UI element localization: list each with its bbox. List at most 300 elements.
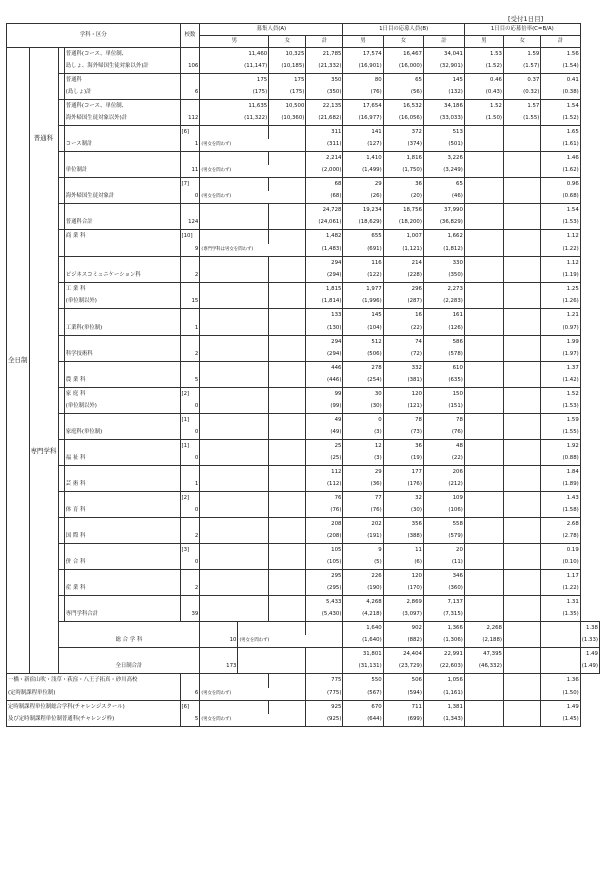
row-label-sub: 全日制合計: [115, 663, 143, 670]
row-label-line1: [64, 100, 180, 113]
recruit-total: 1,815: [306, 283, 343, 296]
ratio-female-paren: [503, 531, 540, 544]
ratio-female: [503, 518, 540, 531]
school-bracket: [180, 48, 200, 61]
applicants-male: 141: [343, 126, 383, 139]
recruit-female: 175: [269, 74, 306, 87]
school-bracket: [180, 204, 200, 217]
row-label-line1: [64, 178, 180, 191]
ratio-female-paren: [503, 427, 540, 440]
applicants-male: 278: [343, 362, 383, 375]
recruit-total-paren: (21,682): [306, 113, 343, 126]
recruit-total: 311: [306, 126, 343, 139]
applicants-total: 2,268: [464, 622, 503, 635]
row-label-line1: [64, 388, 180, 401]
applicants-total-paren: (501): [423, 139, 464, 152]
school-bracket: [180, 336, 200, 349]
school-count: 2: [180, 270, 200, 283]
applicants-total-paren: (132): [423, 87, 464, 100]
ratio-male: [464, 309, 503, 323]
recruit-male-paren: (175): [200, 87, 269, 100]
row-label-line2: [64, 323, 180, 336]
applicants-total: 78: [423, 414, 464, 427]
row-label-sub: 海外帰国生徒対象計: [65, 193, 115, 200]
ratio-female-paren: [503, 714, 540, 727]
recruit-total-paren: (25): [306, 453, 343, 466]
applicants-total-paren: (212): [423, 479, 464, 492]
ratio-total-paren: (1.42): [541, 375, 580, 388]
recruit-female: [269, 283, 306, 296]
recruit-male-paren: [200, 531, 269, 544]
row-label-line2: [64, 375, 180, 388]
applicants-male: 12: [343, 440, 383, 453]
recruit-total: 775: [306, 674, 343, 688]
applicants-male-paren: (76): [343, 87, 383, 100]
recruit-total-paren: (775): [306, 688, 343, 701]
recruit-male-paren: [200, 349, 269, 362]
applicants-male: 670: [343, 701, 383, 714]
applicants-male: 29: [343, 178, 383, 191]
ratio-male: [464, 518, 503, 531]
applicants-total-paren: (3,249): [423, 165, 464, 178]
ratio-male: [464, 440, 503, 453]
recruit-female-paren: [269, 427, 306, 440]
applicants-total-paren: (33,033): [423, 113, 464, 126]
recruit-total-paren: (294): [306, 349, 343, 362]
recruit-female-paren: [269, 609, 306, 622]
applicants-total: 7,137: [423, 596, 464, 609]
applicants-female-paren: (121): [383, 401, 423, 414]
recruit-total: 22,135: [306, 100, 343, 113]
ratio-female-paren: [503, 453, 540, 466]
ratio-female: [503, 674, 540, 688]
school-bracket: [180, 518, 200, 531]
school-bracket: [180, 362, 200, 375]
applicants-male: 550: [343, 674, 383, 688]
header-category: 学科・区分: [7, 24, 181, 48]
row-label-line1: [64, 204, 180, 217]
applicants-total: 1,662: [423, 230, 464, 244]
applicants-female-paren: (381): [383, 375, 423, 388]
applicants-total: 558: [423, 518, 464, 531]
recruit-total-paren: (76): [306, 505, 343, 518]
school-bracket: [180, 74, 200, 87]
ratio-female-paren: [503, 217, 540, 230]
table-row: [7, 204, 600, 217]
school-count: 0: [180, 191, 200, 204]
applicants-female: 16: [383, 309, 423, 323]
row-label-line1: [64, 48, 180, 61]
applicants-female: 2,869: [383, 596, 423, 609]
recruit-total-paren: (925): [306, 714, 343, 727]
applicants-female-paren: (56): [383, 87, 423, 100]
row-label-sub: 国 際 科: [65, 533, 86, 540]
applicants-female-paren: (170): [383, 583, 423, 596]
row-label-line2: [7, 688, 181, 701]
recruit-male-paren: [200, 375, 269, 388]
recruit-male: [200, 178, 269, 191]
ratio-total: 1.38: [580, 622, 599, 635]
row-label-line1: [64, 257, 180, 270]
school-bracket: [7]: [180, 178, 200, 191]
ratio-male-paren: [464, 244, 503, 257]
row-label-line2: [64, 531, 180, 544]
ratio-male: [464, 492, 503, 505]
row-label-line1: [64, 152, 180, 165]
recruit-female: [269, 466, 306, 479]
recruit-male-paren: [200, 217, 269, 230]
ratio-female-paren: [503, 165, 540, 178]
school-count: 6: [180, 87, 200, 100]
row-label-line1: [64, 570, 180, 583]
school-bracket: [180, 100, 200, 113]
ratio-male-paren: [464, 688, 503, 701]
recruit-male: [200, 283, 269, 296]
ratio-total-paren: (1.35): [541, 609, 580, 622]
school-bracket: [180, 596, 200, 609]
applicants-total: 34,041: [423, 48, 464, 61]
ratio-total-paren: (2.78): [541, 531, 580, 544]
table-row-paren: [7, 661, 600, 674]
ratio-total-paren: (0.97): [541, 323, 580, 336]
row-label-sub: 芸 術 科: [65, 481, 86, 488]
ratio-male-paren: [464, 583, 503, 596]
ratio-total: 0.41: [541, 74, 580, 87]
recruit-female-paren: (175): [269, 87, 306, 100]
ratio-female: [503, 492, 540, 505]
applicants-female-paren: (22,603): [423, 661, 464, 674]
row-label-line1: [64, 126, 180, 139]
recruit-female: [269, 414, 306, 427]
ratio-total-paren: (1.22): [541, 583, 580, 596]
ratio-male: [464, 466, 503, 479]
applicants-male: 24,404: [383, 648, 423, 661]
recruit-female: [269, 257, 306, 270]
recruit-male: 11,635: [200, 100, 269, 113]
applicants-male-paren: (3): [343, 427, 383, 440]
ratio-male-paren: [464, 139, 503, 152]
row-label-line1: [7, 701, 181, 714]
row-label-line1: [64, 283, 180, 296]
applicants-female-paren: (287): [383, 296, 423, 309]
ratio-total: 2.68: [541, 518, 580, 531]
ratio-female-paren: [503, 296, 540, 309]
ratio-total: 1.43: [541, 492, 580, 505]
ratio-total-paren: (1.97): [541, 349, 580, 362]
recruit-female: [269, 178, 306, 191]
row-label-sub: 科学技術科: [65, 351, 93, 358]
applicants-total-paren: (1,161): [423, 688, 464, 701]
row-label-line2: [64, 244, 180, 257]
recruit-male-paren: [200, 296, 269, 309]
table-row-paren: [7, 113, 600, 126]
applicants-female-paren: (228): [383, 270, 423, 283]
row-label-sub: 単位制計: [65, 167, 88, 174]
applicants-total: 47,395: [464, 648, 503, 661]
ratio-male: [464, 152, 503, 165]
table-row: [7, 309, 600, 323]
applicants-male: 655: [343, 230, 383, 244]
row-label-line1: [64, 362, 180, 375]
ratio-male-paren: [464, 531, 503, 544]
recruit-female: [269, 701, 306, 714]
row-label-main: 定時制課程単位制総合学科(チャレンジスクール): [8, 703, 125, 710]
recruit-male: [238, 622, 306, 635]
ratio-male-paren: (1.52): [464, 61, 503, 74]
ratio-total-paren: (1.33): [580, 635, 599, 648]
recruit-total-paren: (49): [306, 427, 343, 440]
ratio-male-paren: (1.50): [464, 113, 503, 126]
ratio-total: 1.65: [541, 126, 580, 139]
table-row-paren: [7, 296, 600, 309]
recruit-total: 24,728: [306, 204, 343, 217]
recruit-male: [200, 492, 269, 505]
applicants-female: 120: [383, 388, 423, 401]
applicants-female-paren: (72): [383, 349, 423, 362]
school-count: 11: [180, 165, 200, 178]
row-label-sub: 併 合 科: [65, 559, 86, 566]
applicants-male-paren: (691): [343, 244, 383, 257]
table-row: [7, 570, 600, 583]
table-row-paren: [7, 191, 600, 204]
applicants-total: 3,226: [423, 152, 464, 165]
date-label: [受付1日目]: [508, 15, 544, 23]
recruit-total-paren: (112): [306, 479, 343, 492]
ratio-female-paren: (0.32): [503, 87, 540, 100]
table-row-paren: [7, 401, 600, 414]
applicants-female: 32: [383, 492, 423, 505]
applicants-female-paren: (1,121): [383, 244, 423, 257]
row-label-line2: [64, 217, 180, 230]
ratio-male-paren: [503, 661, 540, 674]
ratio-male: 0.46: [464, 74, 503, 87]
school-bracket: [180, 257, 200, 270]
applicants-male-paren: (16,977): [343, 113, 383, 126]
recruit-male-paren: [200, 505, 269, 518]
table-row: [7, 48, 600, 61]
ratio-total-paren: (0.10): [541, 557, 580, 570]
row-label-sub: 島しょ、海外帰国生徒対象以外)計: [65, 63, 149, 70]
recruit-female: [269, 204, 306, 217]
ratio-female-paren: (1.55): [503, 113, 540, 126]
school-count: 0: [180, 427, 200, 440]
row-label-sub: (定時制課程単位制): [8, 690, 56, 697]
applicants-male-paren: (23,729): [383, 661, 423, 674]
ratio-total: 1.25: [541, 283, 580, 296]
recruit-total: 99: [306, 388, 343, 401]
vertical-label-zennichi: 全日制: [7, 48, 30, 674]
applicants-female-paren: (699): [383, 714, 423, 727]
ratio-female: 1.57: [503, 100, 540, 113]
recruit-total-paren: (68): [306, 191, 343, 204]
recruit-total: 105: [306, 544, 343, 557]
applicants-female-paren: (6): [383, 557, 423, 570]
recruit-total-paren: (295): [306, 583, 343, 596]
row-label-main: 普通科: [65, 76, 82, 83]
recruit-note: (男女を問わず): [200, 688, 306, 701]
school-count: 2: [180, 531, 200, 544]
school-count: 15: [180, 296, 200, 309]
applicants-total-paren: (151): [423, 401, 464, 414]
applicants-female: 18,756: [383, 204, 423, 217]
recruit-total: 446: [306, 362, 343, 375]
ratio-male: 1.52: [464, 100, 503, 113]
recruit-total-paren: (1,640): [343, 635, 383, 648]
ratio-male: 1.53: [464, 48, 503, 61]
applicants-total: 161: [423, 309, 464, 323]
ratio-total: 1.17: [541, 570, 580, 583]
ratio-female: [503, 283, 540, 296]
applicants-male-paren: (5): [343, 557, 383, 570]
applicants-total: 346: [423, 570, 464, 583]
recruit-male: [200, 362, 269, 375]
recruit-female-paren: [306, 661, 343, 674]
recruit-total-paren: (24,061): [306, 217, 343, 230]
ratio-total-paren: (1.45): [541, 714, 580, 727]
recruit-female: [269, 492, 306, 505]
ratio-female: [503, 362, 540, 375]
table-row-paren: [7, 217, 600, 230]
ratio-female: [503, 204, 540, 217]
row-label-line2: [64, 583, 180, 596]
recruit-total-paren: (31,131): [343, 661, 383, 674]
row-label-line1: [7, 674, 181, 688]
ratio-female: [503, 257, 540, 270]
school-count: 124: [180, 217, 200, 230]
applicants-male-paren: (3): [343, 453, 383, 466]
table-row: [7, 674, 600, 688]
header-schools: 校数: [180, 24, 200, 48]
recruit-male-paren: [200, 401, 269, 414]
recruit-male: [200, 518, 269, 531]
ratio-male-paren: [464, 609, 503, 622]
applicants-male: 4,268: [343, 596, 383, 609]
ratio-male-paren: [464, 401, 503, 414]
ratio-total: 1.31: [541, 596, 580, 609]
ratio-male-paren: [464, 217, 503, 230]
table-row: [7, 648, 600, 661]
recruit-total: 31,801: [343, 648, 383, 661]
table-row: [7, 440, 600, 453]
ratio-male: [464, 674, 503, 688]
applicants-female-paren: (176): [383, 479, 423, 492]
recruit-male: [200, 336, 269, 349]
table-row-paren: [7, 270, 600, 283]
ratio-male: [503, 622, 540, 635]
ratio-female-paren: [503, 479, 540, 492]
school-bracket: [180, 466, 200, 479]
recruit-male: [200, 126, 269, 139]
row-label-main: 普通科(コース、単位制、: [65, 50, 128, 57]
recruit-female: [269, 674, 306, 688]
ratio-female-paren: [503, 349, 540, 362]
recruit-female: [269, 309, 306, 323]
table-row: [7, 518, 600, 531]
recruit-note: (男女を問わず): [238, 635, 343, 648]
recruit-total: 294: [306, 257, 343, 270]
row-label-main: 家 庭 科: [65, 390, 86, 397]
recruit-male: [200, 570, 269, 583]
header-recruit: 募集人員(A): [200, 24, 343, 36]
ratio-total-paren: (1.26): [541, 296, 580, 309]
applicants-female: 356: [383, 518, 423, 531]
header-female: 女: [383, 36, 423, 48]
school-count: 5: [180, 714, 200, 727]
table-row-paren: [7, 427, 600, 440]
recruit-male: [238, 648, 306, 661]
school-count: 10: [200, 635, 238, 648]
ratio-female: [503, 178, 540, 191]
recruit-total: 294: [306, 336, 343, 349]
row-label-sub: 家庭科(単位制): [65, 429, 103, 436]
table-row-paren: [7, 714, 600, 727]
ratio-female-paren: [503, 688, 540, 701]
recruit-total: 133: [306, 309, 343, 323]
table-row: [7, 544, 600, 557]
applicants-female-paren: (16,056): [383, 113, 423, 126]
recruit-male: [200, 701, 269, 714]
applicants-total: 586: [423, 336, 464, 349]
applicants-total: 2,273: [423, 283, 464, 296]
ratio-male: [464, 544, 503, 557]
recruit-male: [200, 388, 269, 401]
recruit-total-paren: (5,430): [306, 609, 343, 622]
table-row: [7, 492, 600, 505]
applicants-male-paren: (4,218): [343, 609, 383, 622]
applicants-total-paren: (11): [423, 557, 464, 570]
table-row-paren: [7, 609, 600, 622]
ratio-male: [464, 596, 503, 609]
row-label-line1: [64, 74, 180, 87]
table-row-paren: [7, 244, 600, 257]
applicants-total: 1,056: [423, 674, 464, 688]
applicants-female-paren: (388): [383, 531, 423, 544]
ratio-male: [464, 362, 503, 375]
applicants-female: 16,532: [383, 100, 423, 113]
table-row: [7, 126, 600, 139]
recruit-female: [269, 362, 306, 375]
applicants-male-paren: (1,996): [343, 296, 383, 309]
recruit-note: (男女を問わず): [200, 191, 306, 204]
school-count: 173: [200, 661, 238, 674]
recruit-female: [269, 596, 306, 609]
applicants-female: 120: [383, 570, 423, 583]
applicants-total: 513: [423, 126, 464, 139]
ratio-male: [464, 570, 503, 583]
recruit-female: [269, 518, 306, 531]
table-row: [7, 152, 600, 165]
recruit-female-paren: [269, 349, 306, 362]
table-row-paren: [7, 61, 600, 74]
ratio-male-paren: (0.43): [464, 87, 503, 100]
recruit-total-paren: (130): [306, 323, 343, 336]
ratio-male-paren: [464, 714, 503, 727]
recruit-female-paren: [269, 453, 306, 466]
ratio-female: [503, 570, 540, 583]
applicants-total-paren: (126): [423, 323, 464, 336]
table-row: [7, 414, 600, 427]
applicants-total-paren: (2,188): [464, 635, 503, 648]
applicants-total-paren: (36,829): [423, 217, 464, 230]
ratio-male-paren: [464, 479, 503, 492]
row-label-sub: 工業科(単位制): [65, 325, 103, 332]
row-label-line2: [64, 557, 180, 570]
applicants-male-paren: (36): [343, 479, 383, 492]
school-bracket: [180, 674, 200, 688]
recruit-female: [306, 648, 343, 661]
header-recruit-female: 女: [269, 36, 306, 48]
ratio-male: [464, 388, 503, 401]
